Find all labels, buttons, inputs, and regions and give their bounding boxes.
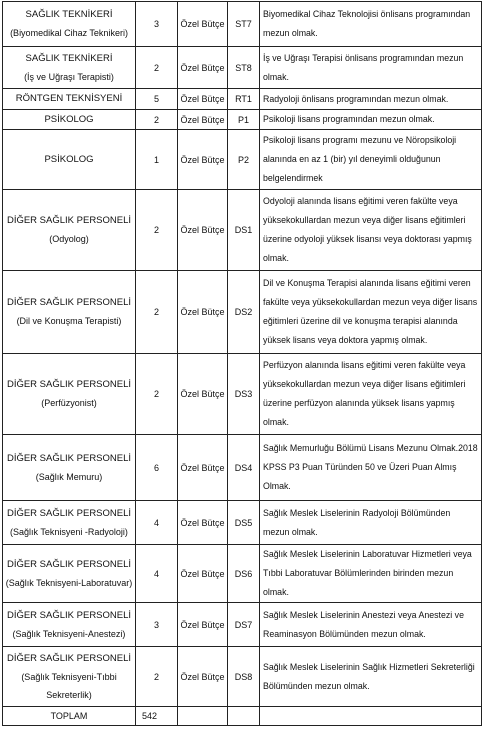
table-row [3, 271, 482, 354]
budget-type: Özel Bütçe [178, 130, 228, 190]
table-row [3, 2, 482, 47]
position-code: DS8 [228, 647, 260, 707]
budget-type: Özel Bütçe [178, 354, 228, 435]
position-subtitle: (Sağlık Memuru) [35, 471, 103, 482]
position-subtitle: (Sağlık Teknisyeni-Tıbbi Sekreterlik) [21, 671, 117, 700]
position-requirement: Perfüzyon alanında lisans eğitimi veren fakülte veya yüksekokullardan mezun veya diğer lisans eğitimleri üzerine perfüzyon alanında yüksek lisans yapmış olmak. [260, 354, 482, 435]
position-subtitle: (Sağlık Teknisyeni -Radyoloji) [10, 526, 128, 537]
position-title-cell [3, 435, 136, 501]
position-count: 2 [136, 647, 178, 707]
table-row [3, 435, 482, 501]
position-title: DİĞER SAĞLIK PERSONELİ [6, 507, 132, 519]
position-subtitle: (Biyomedikal Cihaz Teknikeri) [10, 28, 128, 38]
position-code: DS3 [228, 354, 260, 435]
total-label: TOPLAM [3, 707, 136, 726]
position-title-cell [3, 501, 136, 545]
table-row [3, 545, 482, 603]
position-code: ST8 [228, 47, 260, 89]
budget-type: Özel Bütçe [178, 110, 228, 130]
position-code: P1 [228, 110, 260, 130]
position-title: DİĞER SAĞLIK PERSONELİ [6, 379, 132, 390]
positions-table [2, 1, 482, 726]
position-title: SAĞLIK TEKNİKERİ [25, 52, 113, 64]
position-title: PSİKOLOG [44, 153, 94, 165]
position-requirement: Sağlık Meslek Liselerinin Sağlık Hizmetleri Sekreterliği Bölümünden mezun olmak. [260, 647, 482, 707]
position-title: DİĞER SAĞLIK PERSONELİ [6, 652, 132, 664]
position-count: 4 [136, 545, 178, 603]
empty-cell [260, 707, 482, 726]
position-title-cell [3, 354, 136, 435]
position-title: DİĞER SAĞLIK PERSONELİ [6, 452, 132, 464]
empty-cell [178, 707, 228, 726]
empty-cell [228, 707, 260, 726]
position-requirement: Biyomedikal Cihaz Teknolojisi önlisans programından mezun olmak. [260, 2, 482, 47]
position-title-cell [3, 545, 136, 603]
position-count: 1 [136, 130, 178, 190]
position-requirement: Dil ve Konuşma Terapisi alanında lisans eğitimi veren fakülte veya yüksekokullardan mezun veya diğer lisans eğitimleri üzerine dil ve konuşma terapisi alanında yüksek lisans veya doktora yapmış olmak. [260, 271, 482, 354]
position-count: 2 [136, 271, 178, 354]
budget-type: Özel Bütçe [178, 603, 228, 647]
position-title: DİĞER SAĞLIK PERSONELİ [6, 558, 132, 570]
position-count: 2 [136, 190, 178, 271]
position-title-cell [3, 89, 136, 110]
budget-type: Özel Bütçe [178, 190, 228, 271]
position-title: RÖNTGEN TEKNİSYENİ [15, 93, 123, 104]
position-subtitle: (Dil ve Konuşma Terapisti) [16, 316, 122, 326]
table-row [3, 47, 482, 89]
position-count: 3 [136, 2, 178, 47]
budget-type: Özel Bütçe [178, 47, 228, 89]
position-title-cell [3, 603, 136, 647]
position-requirement: Sağlık Meslek Liselerinin Laboratuvar Hizmetleri veya Tıbbi Laboratuvar Bölümlerinden birinden mezun olmak. [260, 545, 482, 603]
table-row [3, 130, 482, 190]
position-code: DS7 [228, 603, 260, 647]
table-row [3, 89, 482, 110]
position-title-cell [3, 190, 136, 271]
position-requirement: Sağlık Meslek Liselerinin Radyoloji Bölümünden mezun olmak. [260, 501, 482, 545]
position-code: RT1 [228, 89, 260, 110]
budget-type: Özel Bütçe [178, 89, 228, 110]
position-count: 3 [136, 603, 178, 647]
position-code: DS6 [228, 545, 260, 603]
position-requirement: Radyoloji önlisans programından mezun olmak. [260, 89, 482, 110]
table-row [3, 190, 482, 271]
budget-type: Özel Bütçe [178, 501, 228, 545]
position-title: DİĞER SAĞLIK PERSONELİ [6, 297, 132, 308]
position-subtitle: (Sağlık Teknisyeni-Anestezi) [12, 628, 126, 639]
table-row [3, 501, 482, 545]
budget-type: Özel Bütçe [178, 271, 228, 354]
position-code: DS4 [228, 435, 260, 501]
budget-type: Özel Bütçe [178, 545, 228, 603]
position-count: 5 [136, 89, 178, 110]
position-title-cell [3, 130, 136, 190]
table-row [3, 603, 482, 647]
position-title-cell [3, 647, 136, 707]
positions-table-body [3, 2, 482, 726]
table-row [3, 354, 482, 435]
position-title: DİĞER SAĞLIK PERSONELİ [6, 215, 132, 226]
position-count: 2 [136, 47, 178, 89]
position-count: 2 [136, 354, 178, 435]
table-row [3, 647, 482, 707]
position-count: 4 [136, 501, 178, 545]
table-row [3, 110, 482, 130]
position-subtitle: (Sağlık Teknisyeni-Laboratuvar) [5, 577, 133, 588]
total-row [3, 707, 482, 726]
position-count: 6 [136, 435, 178, 501]
position-subtitle: (Perfüzyonist) [41, 398, 97, 408]
total-count: 542 [136, 707, 178, 726]
position-subtitle: (Odyolog) [49, 234, 89, 244]
position-requirement: Psikoloji lisans programı mezunu ve Nöropsikoloji alanında en az 1 (bir) yıl deneyimli olduğunun belgelendirmek [260, 130, 482, 190]
budget-type: Özel Bütçe [178, 2, 228, 47]
position-title-cell [3, 110, 136, 130]
position-title: SAĞLIK TEKNİKERİ [25, 9, 113, 20]
position-code: ST7 [228, 2, 260, 47]
position-requirement: Sağlık Meslek Liselerinin Anestezi veya Anestezi ve Reaminasyon Bölümünden mezun olmak. [260, 603, 482, 647]
position-title-cell [3, 2, 136, 47]
position-requirement: İş ve Uğraşı Terapisi önlisans programından mezun olmak. [260, 47, 482, 89]
position-count: 2 [136, 110, 178, 130]
position-requirement: Odyoloji alanında lisans eğitimi veren fakülte veya yüksekokullardan mezun veya diğer lisans eğitimleri üzerine odyoloji yüksek lisansı veya doktorası yapmış olmak. [260, 190, 482, 271]
position-subtitle: (İş ve Uğraşı Terapisti) [24, 71, 114, 82]
budget-type: Özel Bütçe [178, 435, 228, 501]
position-code: DS5 [228, 501, 260, 545]
position-title: DİĞER SAĞLIK PERSONELİ [6, 609, 132, 621]
position-code: DS2 [228, 271, 260, 354]
position-requirement: Psikoloji lisans programından mezun olmak. [260, 110, 482, 130]
position-code: P2 [228, 130, 260, 190]
position-title: PSİKOLOG [44, 113, 94, 125]
position-code: DS1 [228, 190, 260, 271]
position-title-cell [3, 47, 136, 89]
position-requirement: Sağlık Memurluğu Bölümü Lisans Mezunu Olmak.2018 KPSS P3 Puan Türünden 50 ve Üzeri Puan Almış Olmak. [260, 435, 482, 501]
position-title-cell [3, 271, 136, 354]
budget-type: Özel Bütçe [178, 647, 228, 707]
